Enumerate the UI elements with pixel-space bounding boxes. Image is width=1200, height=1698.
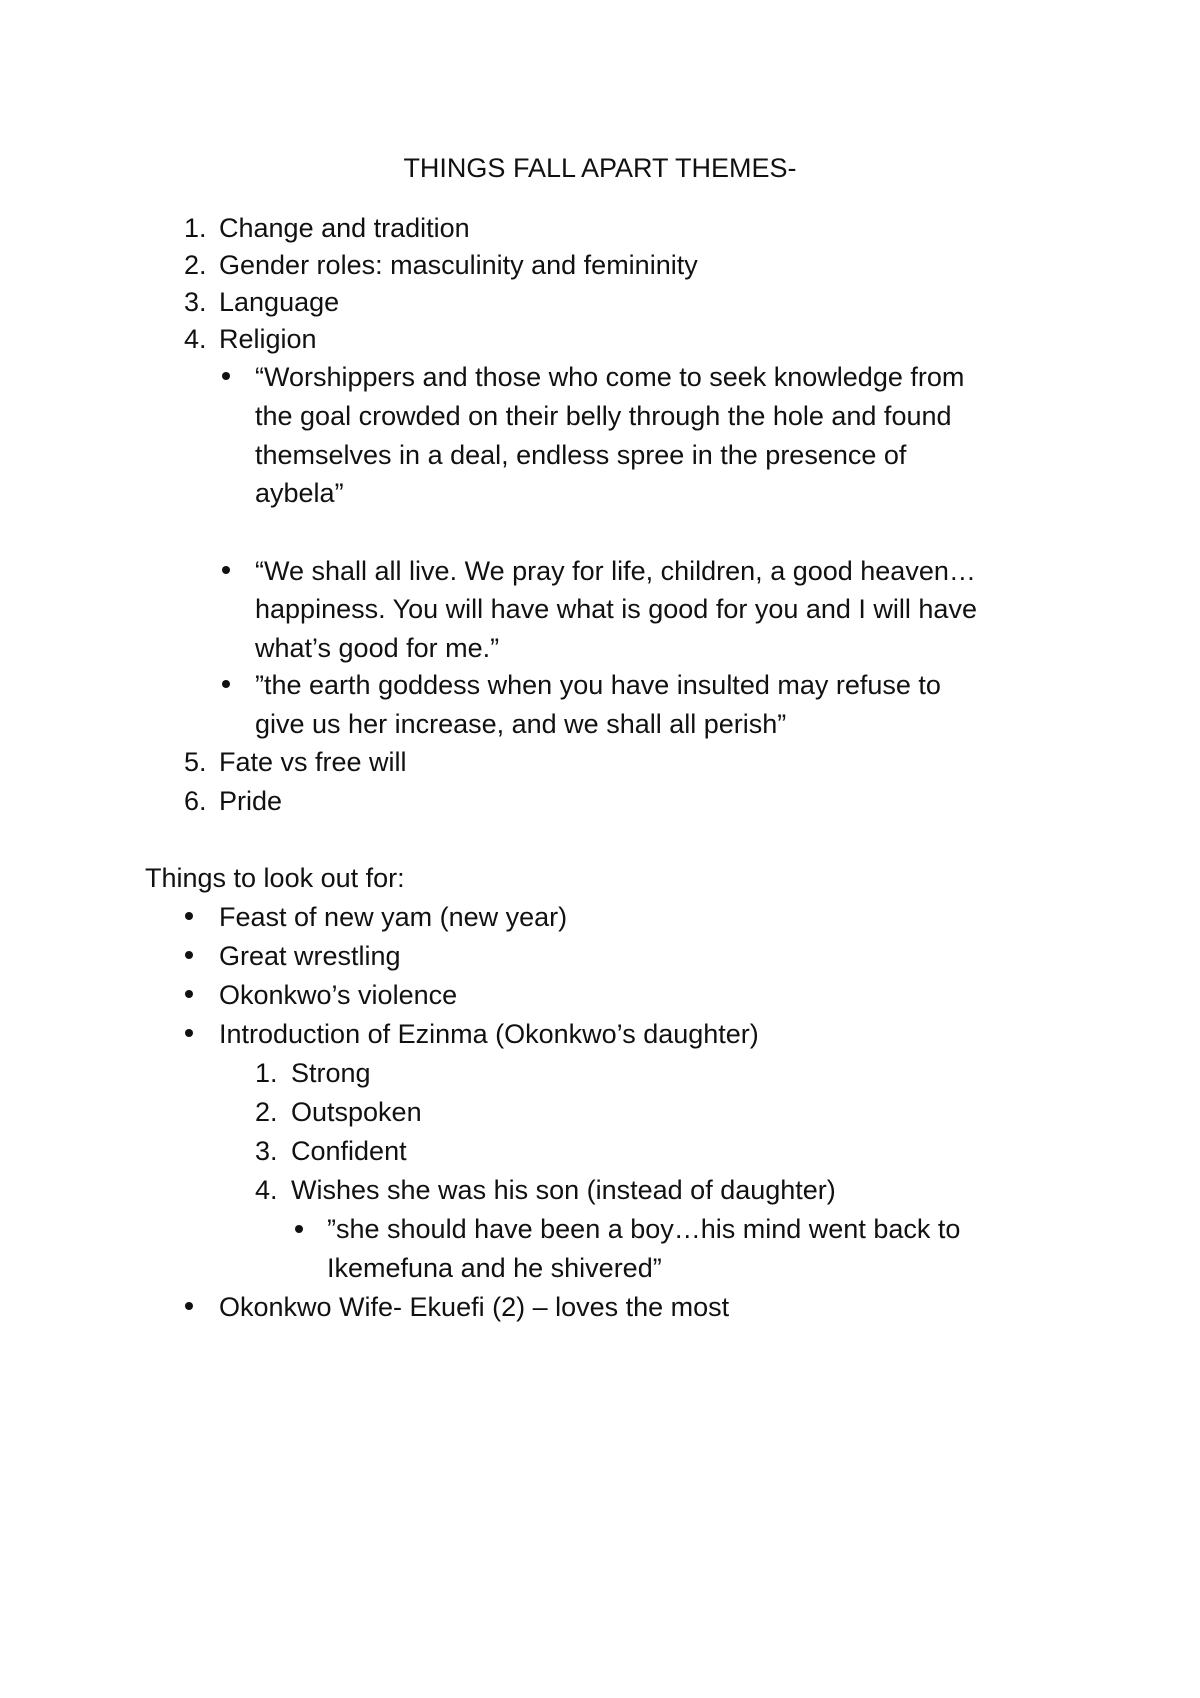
bullet-icon xyxy=(222,680,230,688)
bullet-icon xyxy=(222,566,230,574)
bullet-icon xyxy=(295,1225,303,1233)
trait-number: 4. xyxy=(255,1175,278,1205)
bullet-icon xyxy=(222,372,230,380)
theme-number: 6. xyxy=(184,786,207,816)
theme-number: 3. xyxy=(184,287,207,317)
theme-text: Fate vs free will xyxy=(219,747,407,777)
list-item-text: Feast of new yam (new year) xyxy=(219,902,568,932)
quote-line: the goal crowded on their belly through the hole and found xyxy=(255,401,952,431)
quote-line: what’s good for me.” xyxy=(255,633,500,663)
list-item-text: Introduction of Ezinma (Okonkwo’s daughter) xyxy=(219,1019,759,1049)
quote-line: “We shall all live. We pray for life, children, a good heaven… xyxy=(255,556,976,586)
theme-text: Religion xyxy=(219,324,317,354)
theme-number: 1. xyxy=(184,213,207,243)
trait-number: 3. xyxy=(255,1136,278,1166)
trait-text: Strong xyxy=(291,1058,371,1088)
quote-line: ”she should have been a boy…his mind went back to xyxy=(327,1214,961,1244)
quote-line: themselves in a deal, endless spree in the presence of xyxy=(255,440,907,470)
quote-line: give us her increase, and we shall all perish” xyxy=(255,709,787,739)
bullet-icon xyxy=(185,1029,193,1037)
page-title: THINGS FALL APART THEMES- xyxy=(403,153,797,183)
trait-text: Confident xyxy=(291,1136,407,1166)
quote-line: Ikemefuna and he shivered” xyxy=(327,1253,662,1283)
quote-line: aybela” xyxy=(255,478,344,508)
quote-line: “Worshippers and those who come to seek knowledge from xyxy=(255,362,965,392)
trait-text: Outspoken xyxy=(291,1097,422,1127)
bullet-icon xyxy=(185,951,193,959)
quote-line: happiness. You will have what is good for you and I will have xyxy=(255,594,977,624)
bullet-icon xyxy=(185,912,193,920)
section-heading: Things to look out for: xyxy=(145,863,405,893)
theme-text: Change and tradition xyxy=(219,213,470,243)
theme-text: Pride xyxy=(219,786,283,816)
theme-text: Gender roles: masculinity and femininity xyxy=(219,250,698,280)
theme-number: 5. xyxy=(184,747,207,777)
bullet-icon xyxy=(185,990,193,998)
list-item-text: Great wrestling xyxy=(219,941,401,971)
quote-line: ”the earth goddess when you have insulted may refuse to xyxy=(255,670,941,700)
theme-number: 2. xyxy=(184,250,207,280)
list-item-text: Okonkwo Wife- Ekuefi (2) – loves the most xyxy=(219,1292,730,1322)
trait-number: 1. xyxy=(255,1058,278,1088)
theme-text: Language xyxy=(219,287,340,317)
bullet-icon xyxy=(185,1302,193,1310)
list-item-text: Okonkwo’s violence xyxy=(219,980,458,1010)
theme-number: 4. xyxy=(184,324,207,354)
trait-number: 2. xyxy=(255,1097,278,1127)
trait-text: Wishes she was his son (instead of daughter) xyxy=(291,1175,836,1205)
